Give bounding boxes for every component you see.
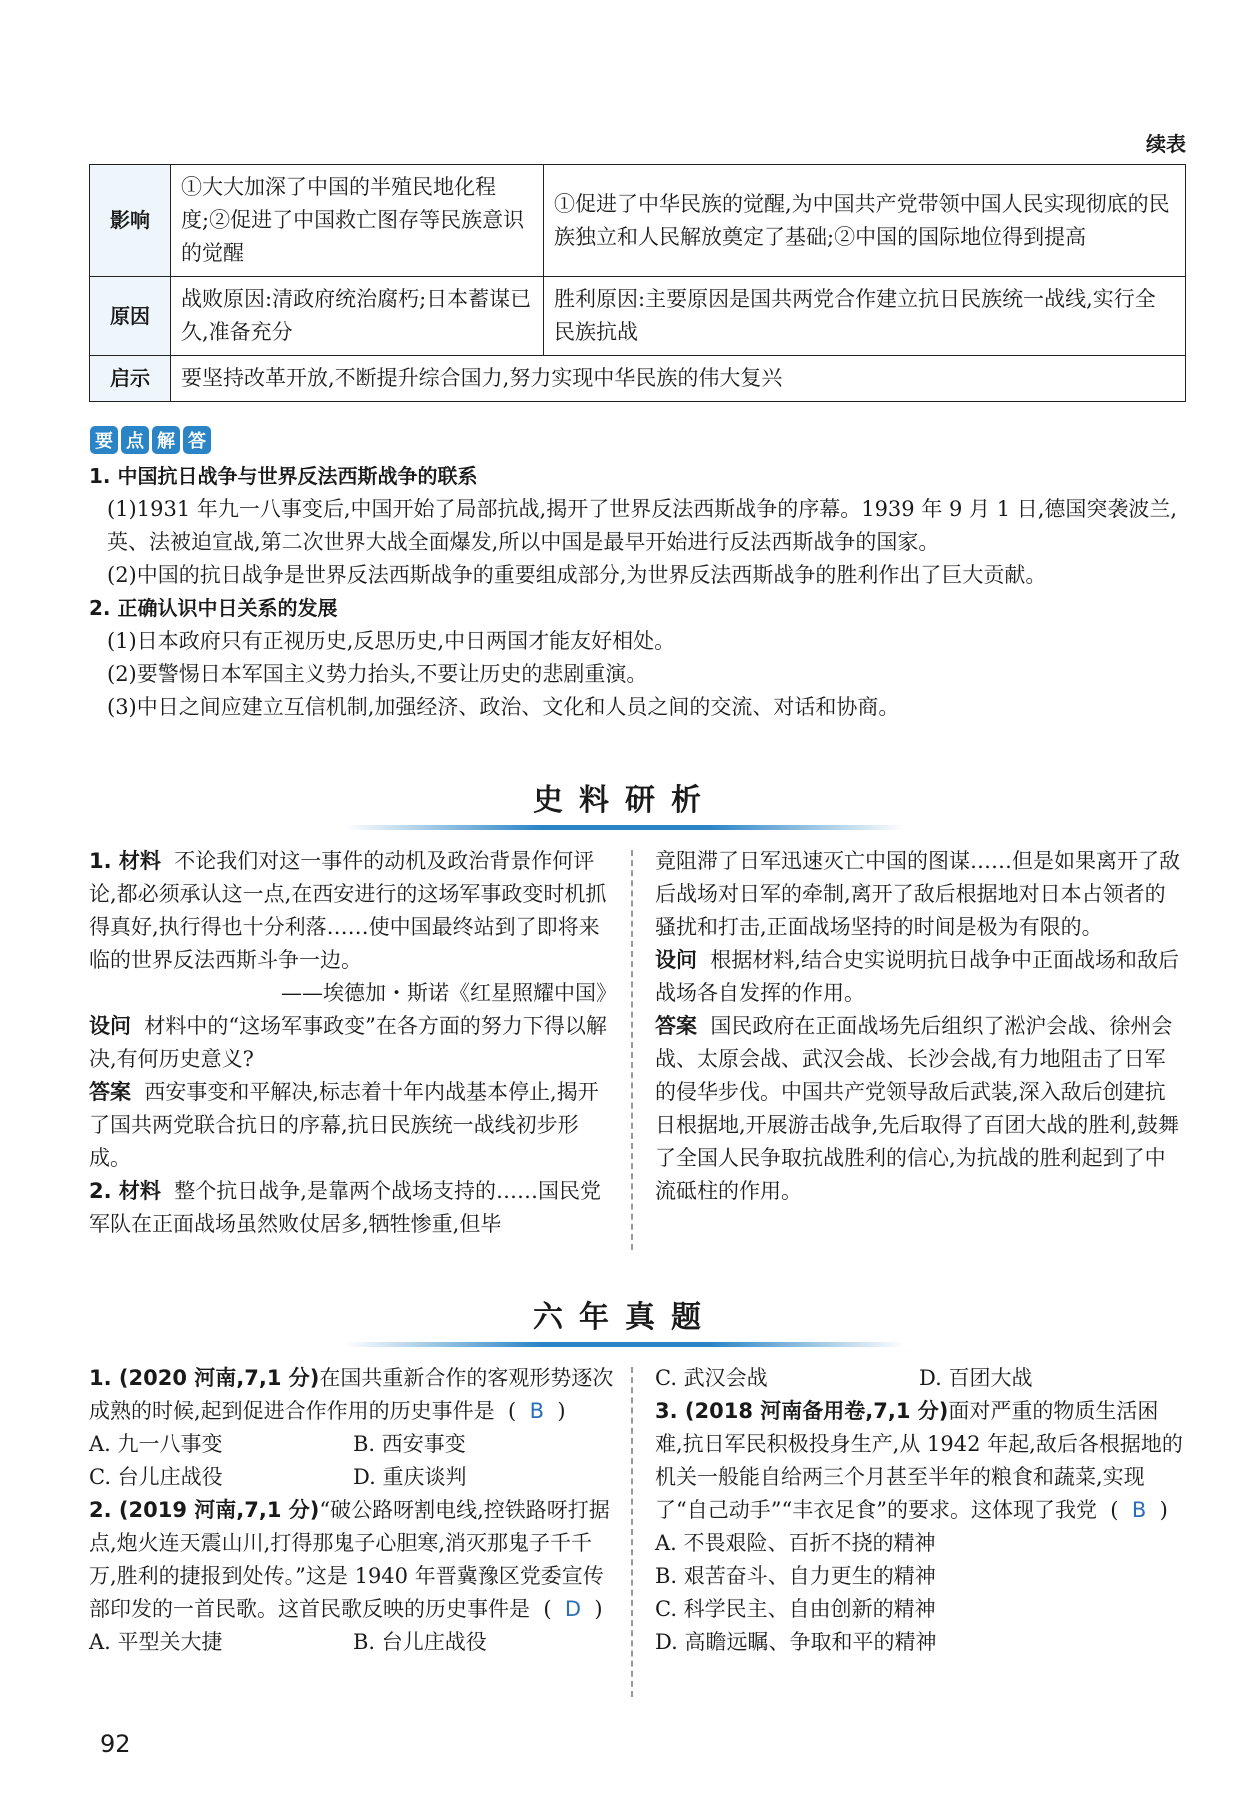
answer-text: 国民政府在正面战场先后组织了淞沪会战、徐州会战、太原会战、武汉会战、长沙会战,有力地阻击了日军的侵华步伐。中国共产党领导敌后武装,深入敌后创建抗日根据地,开展游击战争,先后取得了百团大战的胜利,鼓舞了全国人民争取抗战胜利的信心,为抗战的胜利起到了中流砥柱的作用。 bbox=[655, 1014, 1180, 1203]
option: B. 西安事变 bbox=[353, 1432, 466, 1456]
option: B. 艰苦奋斗、自力更生的精神 bbox=[655, 1564, 936, 1588]
title-underline bbox=[345, 1342, 905, 1347]
option-list bbox=[655, 1362, 1183, 1395]
material-source: ——埃德加・斯诺《红星照耀中国》 bbox=[281, 981, 617, 1005]
badge-char: 解 bbox=[152, 426, 180, 454]
section-banner-analysis bbox=[0, 775, 1250, 830]
question-source: 1. (2020 河南,7,1 分) bbox=[89, 1366, 320, 1390]
key-point-paragraph: (2)要警惕日本军国主义势力抬头,不要让历史的悲剧重演。 bbox=[107, 662, 648, 686]
section-title: 史料研析 bbox=[533, 783, 717, 818]
ask-text: 根据材料,结合史实说明抗日战争中正面战场和敌后战场各自发挥的作用。 bbox=[655, 948, 1180, 1005]
exam-question: 2. (2019 河南,7,1 分)“破公路呀割电线,控铁路呀打据点,炮火连天震山川,打得那鬼子心胆寒,消灭那鬼子千千万,胜利的捷报到处传。”这是 1940 年晋冀豫区党委宣传部印发的一首民歌。这首民歌反映的历史事件是 ( D ) bbox=[89, 1498, 610, 1621]
question-paragraph bbox=[655, 944, 1183, 1010]
continued-label: 续表 bbox=[1146, 132, 1186, 156]
material-label: 2. 材料 bbox=[89, 1179, 161, 1203]
answer-label: 答案 bbox=[89, 1080, 131, 1104]
section-banner-exam bbox=[0, 1292, 1250, 1347]
table-cell: 要坚持改革开放,不断提升综合国力,努力实现中华民族的伟大复兴 bbox=[171, 356, 1186, 402]
question-paragraph bbox=[89, 1010, 617, 1076]
key-point-paragraph: (1)1931 年九一八事变后,中国开始了局部抗战,揭开了世界反法西斯战争的序幕。1939 年 9 月 1 日,德国突袭波兰,英、法被迫宣战,第二次世界大战全面爆发,所以中国是最早开始进行反法西斯战争的国家。 bbox=[107, 497, 1178, 554]
row-header: 启示 bbox=[90, 356, 171, 402]
key-point-heading: 1. 中国抗日战争与世界反法西斯战争的联系 bbox=[89, 464, 478, 488]
analysis-left-column bbox=[89, 845, 617, 1241]
material-text: 不论我们对这一事件的动机及政治背景作何评论,都必须承认这一点,在西安进行的这场军事政变时机抓得真好,执行得也十分利落……使中国最终站到了即将来临的世界反法西斯斗争一边。 bbox=[89, 849, 607, 972]
answer-text: 西安事变和平解决,标志着十年内战基本停止,揭开了国共两党联合抗日的序幕,抗日民族统一战线初步形成。 bbox=[89, 1080, 599, 1170]
answer-mark: B bbox=[529, 1399, 545, 1423]
option: A. 不畏艰险、百折不挠的精神 bbox=[655, 1531, 936, 1555]
question-text: “破公路呀割电线,控铁路呀打据点,炮火连天震山川,打得那鬼子心胆寒,消灭那鬼子千千万,胜利的捷报到处传。”这是 1940 年晋冀豫区党委宣传部印发的一首民歌。这首民歌反映的历史事件是 bbox=[89, 1498, 610, 1621]
table-row bbox=[90, 165, 1186, 277]
table-cell: 胜利原因:主要原因是国共两党合作建立抗日民族统一战线,实行全民族抗战 bbox=[544, 277, 1186, 356]
ask-label: 设问 bbox=[655, 948, 697, 972]
ask-text: 材料中的“这场军事政变”在各方面的努力下得以解决,有何历史意义? bbox=[89, 1014, 607, 1071]
key-point-heading: 2. 正确认识中日关系的发展 bbox=[89, 596, 338, 620]
option: D. 高瞻远瞩、争取和平的精神 bbox=[655, 1630, 937, 1654]
comparison-table bbox=[89, 164, 1186, 402]
page-number: 92 bbox=[100, 1730, 131, 1758]
question-source: 3. (2018 河南备用卷,7,1 分) bbox=[655, 1399, 949, 1423]
row-header: 原因 bbox=[90, 277, 171, 356]
table-row bbox=[90, 277, 1186, 356]
key-point-paragraph: (3)中日之间应建立互信机制,加强经济、政治、文化和人员之间的交流、对话和协商。 bbox=[107, 695, 900, 719]
badge-char: 点 bbox=[121, 426, 149, 454]
option: D. 百团大战 bbox=[919, 1366, 1033, 1390]
row-header: 影响 bbox=[90, 165, 171, 277]
badge-char: 要 bbox=[90, 426, 118, 454]
exam-question: 3. (2018 河南备用卷,7,1 分)面对严重的物质生活困难,抗日军民积极投身生产,从 1942 年起,敌后各根据地的机关一般能自给两三个月甚至半年的粮食和蔬菜,实现了“自己动手”“丰衣足食”的要求。这体现了我党 ( B ) bbox=[655, 1399, 1183, 1522]
option: D. 重庆谈判 bbox=[353, 1465, 467, 1489]
column-divider bbox=[631, 850, 633, 1250]
option: C. 科学民主、自由创新的精神 bbox=[655, 1597, 936, 1621]
key-point-paragraph: (2)中国的抗日战争是世界反法西斯战争的重要组成部分,为世界反法西斯战争的胜利作出了巨大贡献。 bbox=[107, 563, 1047, 587]
table-row bbox=[90, 356, 1186, 402]
answer-mark: B bbox=[1131, 1498, 1147, 1522]
option-list bbox=[89, 1626, 617, 1659]
material-text: 整个抗日战争,是靠两个战场支持的……国民党军队在正面战场虽然败仗居多,牺牲惨重,但毕 bbox=[89, 1179, 601, 1236]
title-underline bbox=[345, 825, 905, 830]
key-points-section bbox=[89, 460, 1189, 724]
material-paragraph bbox=[89, 845, 617, 977]
question-text: 在国共重新合作的客观形势逐次成熟的时候,起到促进合作作用的历史事件是 bbox=[89, 1366, 614, 1423]
analysis-right-column bbox=[655, 845, 1183, 1208]
ask-label: 设问 bbox=[89, 1014, 131, 1038]
answer-paragraph bbox=[655, 1010, 1183, 1208]
table-cell: ①大大加深了中国的半殖民地化程度;②促进了中国救亡图存等民族意识的觉醒 bbox=[171, 165, 544, 277]
exam-left-column bbox=[89, 1362, 617, 1659]
key-points-badge bbox=[90, 426, 211, 454]
option-list bbox=[89, 1428, 617, 1494]
question-text: 面对严重的物质生活困难,抗日军民积极投身生产,从 1942 年起,敌后各根据地的机关一般能自给两三个月甚至半年的粮食和蔬菜,实现了“自己动手”“丰衣足食”的要求。这体现了我党 bbox=[655, 1399, 1183, 1522]
key-point-paragraph: (1)日本政府只有正视历史,反思历史,中日两国才能友好相处。 bbox=[107, 629, 676, 653]
answer-paragraph bbox=[89, 1076, 617, 1175]
answer-label: 答案 bbox=[655, 1014, 697, 1038]
section-title: 六年真题 bbox=[533, 1300, 717, 1335]
material-label: 1. 材料 bbox=[89, 849, 161, 873]
badge-char: 答 bbox=[183, 426, 211, 454]
table-cell: ①促进了中华民族的觉醒,为中国共产党带领中国人民实现彻底的民族独立和人民解放奠定了基础;②中国的国际地位得到提高 bbox=[544, 165, 1186, 277]
option: C. 台儿庄战役 bbox=[89, 1465, 223, 1489]
table-cell: 战败原因:清政府统治腐朽;日本蓄谋已久,准备充分 bbox=[171, 277, 544, 356]
material-text: 竟阻滞了日军迅速灭亡中国的图谋……但是如果离开了敌后战场对日军的牵制,离开了敌后根据地对日本占领者的骚扰和打击,正面战场坚持的时间是极为有限的。 bbox=[655, 849, 1180, 939]
exam-question: 1. (2020 河南,7,1 分)在国共重新合作的客观形势逐次成熟的时候,起到促进合作作用的历史事件是 ( B ) bbox=[89, 1366, 614, 1423]
question-source: 2. (2019 河南,7,1 分) bbox=[89, 1498, 320, 1522]
option: A. 平型关大捷 bbox=[89, 1630, 223, 1654]
answer-mark: D bbox=[564, 1597, 582, 1621]
option: C. 武汉会战 bbox=[655, 1366, 768, 1390]
material-paragraph bbox=[89, 1175, 617, 1241]
option: B. 台儿庄战役 bbox=[353, 1630, 487, 1654]
exam-right-column bbox=[655, 1362, 1183, 1659]
option: A. 九一八事变 bbox=[89, 1432, 223, 1456]
column-divider bbox=[631, 1367, 633, 1697]
